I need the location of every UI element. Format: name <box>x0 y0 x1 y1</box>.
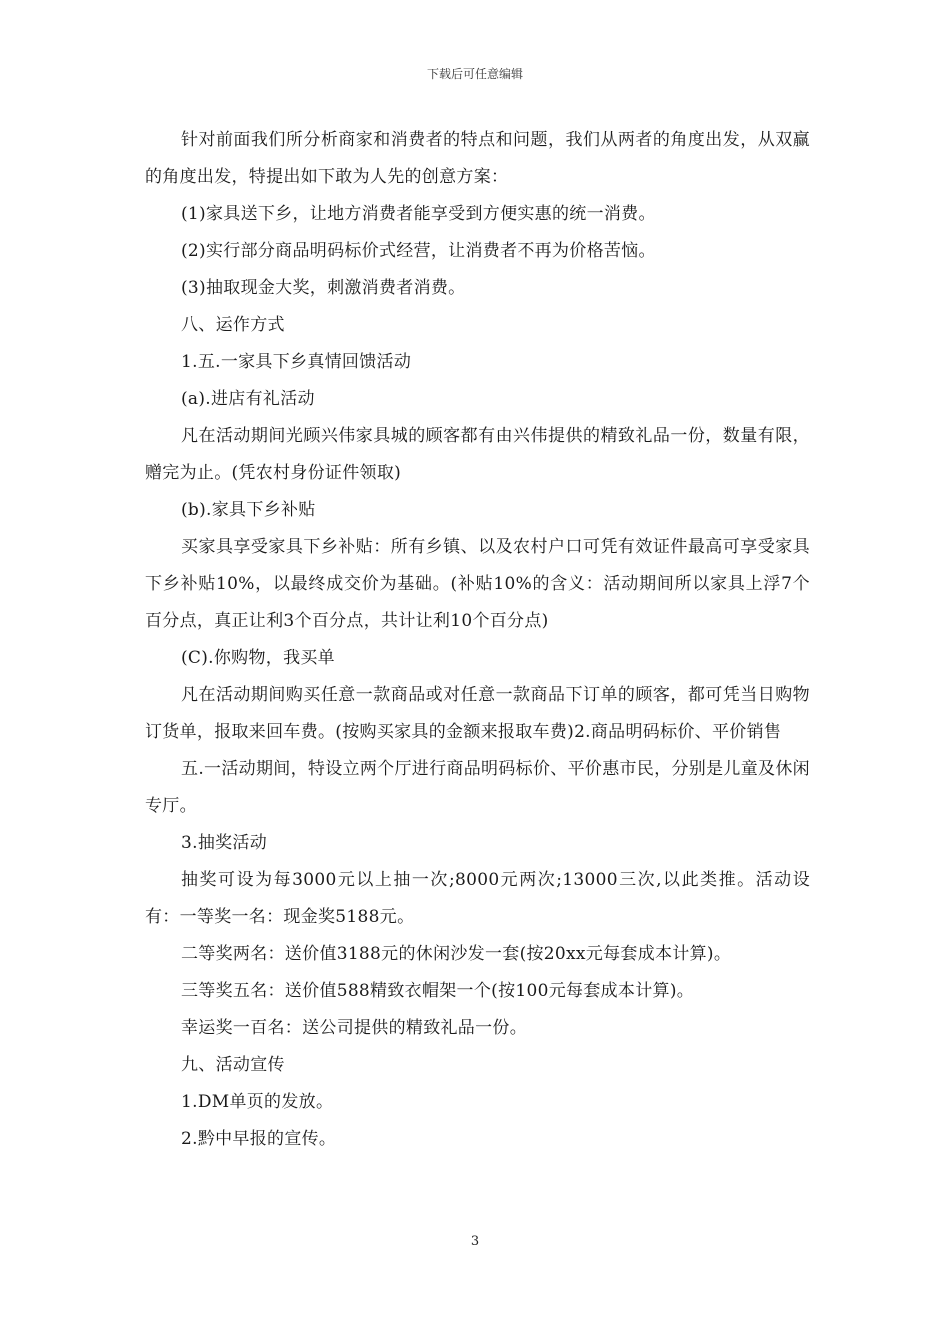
subsection-heading: 3.抽奖活动 <box>181 833 268 853</box>
paragraph: 幸运奖一百名：送公司提供的精致礼品一份。 <box>181 1018 527 1038</box>
subsection-heading: 1.五.一家具下乡真情回馈活动 <box>181 352 412 372</box>
paragraph: (2)实行部分商品明码标价式经营，让消费者不再为价格苦恼。 <box>181 241 656 261</box>
page-header: 下载后可任意编辑 <box>426 67 523 81</box>
paragraph: (1)家具送下乡，让地方消费者能享受到方便实惠的统一消费。 <box>181 204 656 224</box>
page-number: 3 <box>470 1234 480 1249</box>
item-heading: (C).你购物，我买单 <box>181 648 335 668</box>
paragraph: 2.黔中早报的宣传。 <box>181 1129 337 1149</box>
section-heading: 八、运作方式 <box>181 315 285 335</box>
paragraph: 凡在活动期间光顾兴伟家具城的顾客都有由兴伟提供的精致礼品一份，数量有限，赠完为止。(凭农村身份证件领取) <box>145 426 810 483</box>
paragraph: 抽奖可设为每3000元以上抽一次;8000元两次;13000三次,以此类推。活动设有：一等奖一名：现金奖5188元。 <box>145 870 810 927</box>
paragraph: 针对前面我们所分析商家和消费者的特点和问题，我们从两者的角度出发，从双赢的角度出发，特提出如下敢为人先的创意方案： <box>145 130 810 187</box>
document-body <box>145 122 810 1158</box>
item-heading: (a).进店有礼活动 <box>181 389 315 409</box>
paragraph: 凡在活动期间购买任意一款商品或对任意一款商品下订单的顾客，都可凭当日购物订货单，报取来回车费。(按购买家具的金额来报取车费)2.商品明码标价、平价销售 <box>145 685 810 742</box>
paragraph: 三等奖五名：送价值588精致衣帽架一个(按100元每套成本计算)。 <box>181 981 695 1001</box>
paragraph: (3)抽取现金大奖，刺激消费者消费。 <box>181 278 466 298</box>
item-heading: (b).家具下乡补贴 <box>181 500 316 520</box>
paragraph: 二等奖两名：送价值3188元的休闲沙发一套(按20xx元每套成本计算)。 <box>181 944 732 964</box>
paragraph: 买家具享受家具下乡补贴：所有乡镇、以及农村户口可凭有效证件最高可享受家具下乡补贴10%，以最终成交价为基础。(补贴10%的含义：活动期间所以家具上浮7个百分点，真正让利3个百分点，共计让利10个百分点) <box>145 537 810 631</box>
paragraph: 1.DM单页的发放。 <box>181 1092 334 1112</box>
section-heading: 九、活动宣传 <box>181 1055 285 1075</box>
paragraph: 五.一活动期间，特设立两个厅进行商品明码标价、平价惠市民，分别是儿童及休闲专厅。 <box>145 759 810 816</box>
